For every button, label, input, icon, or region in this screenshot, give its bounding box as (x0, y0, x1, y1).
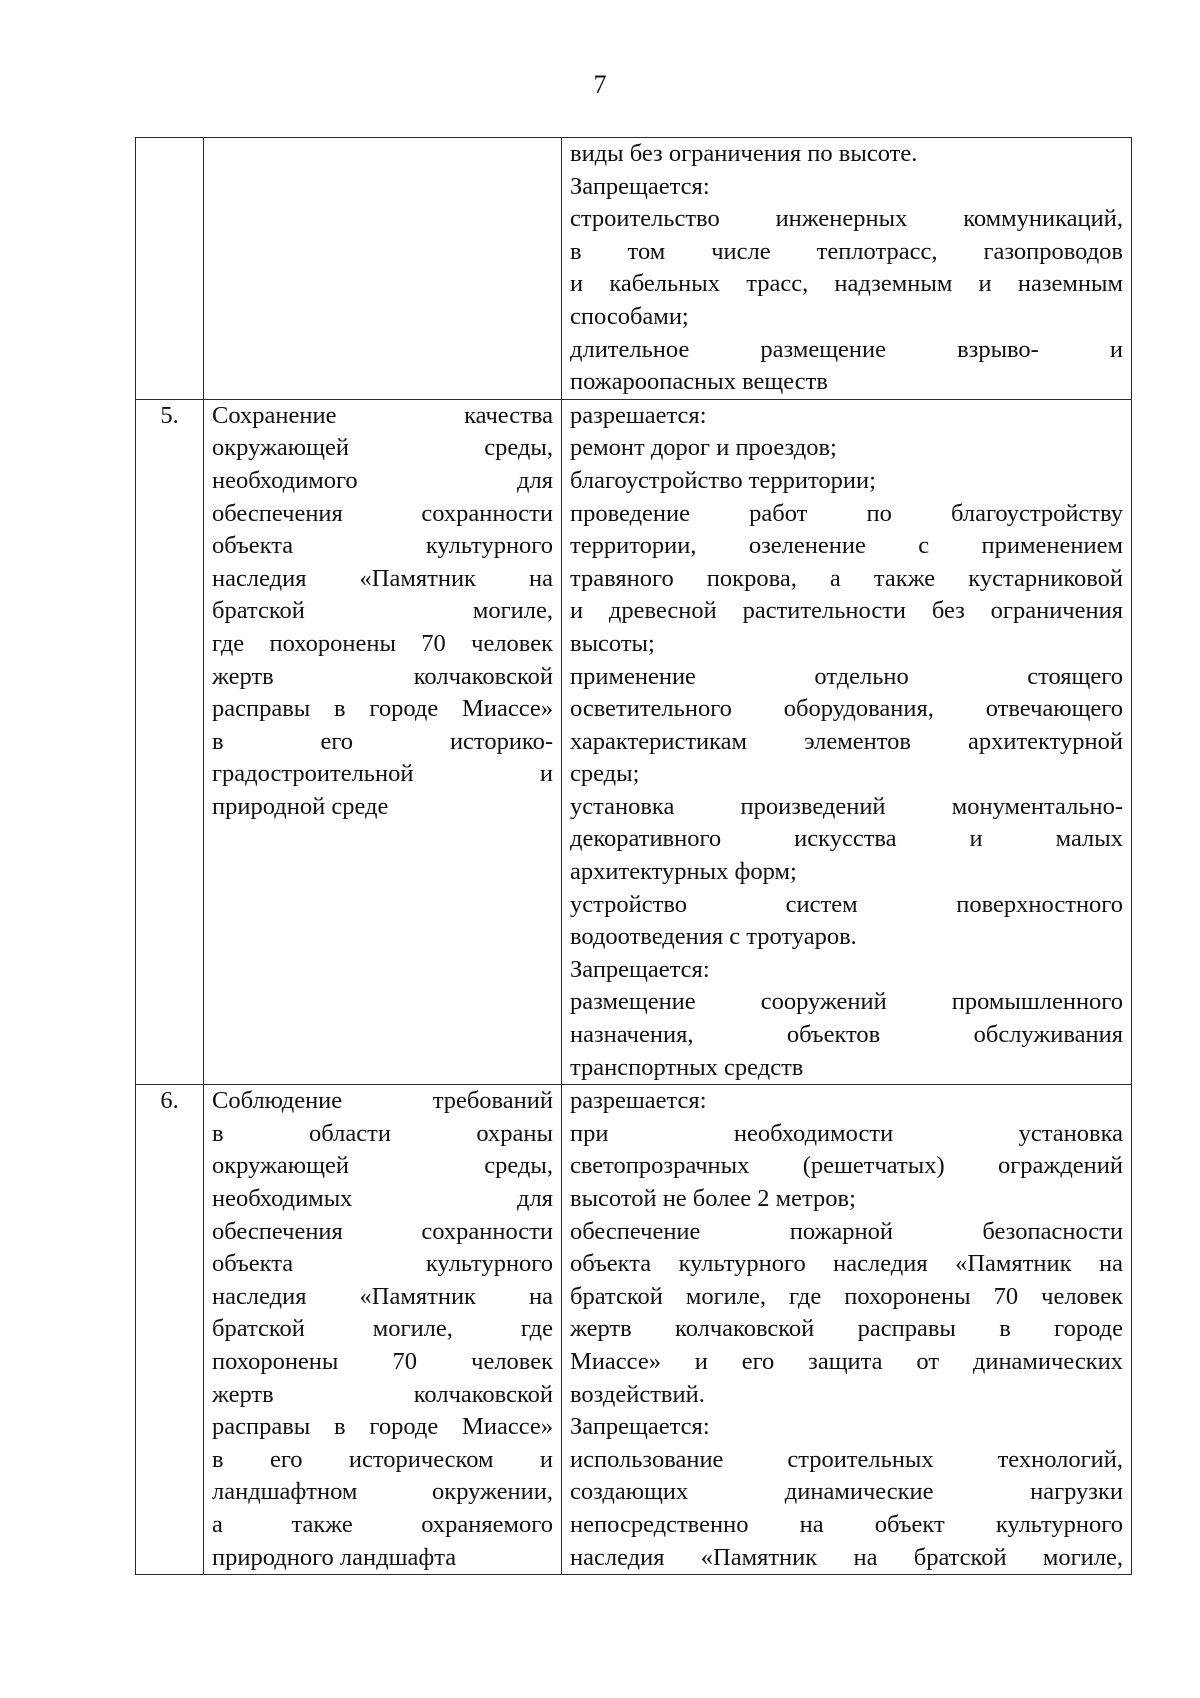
regulation-line: в том числе теплотрасс, газопроводов (570, 237, 1123, 265)
regulation-line: обеспечение пожарной безопасности (570, 1217, 1123, 1245)
regulation-line: декоративного искусства и малых (570, 825, 1123, 853)
requirement-cell (204, 1085, 562, 1575)
regulation-line: длительное размещение взрыво- и (570, 335, 1123, 363)
regulation-line: высотой не более 2 метров; (570, 1185, 856, 1212)
regulation-line: непосредственно на объект культурного (570, 1510, 1123, 1538)
regulation-line: осветительного оборудования, отвечающего (570, 695, 1123, 723)
regulation-line: Запрещается: (570, 1413, 710, 1441)
regulation-line: разрешается: (570, 1087, 707, 1115)
regulation-line: размещение сооружений промышленного (570, 988, 1123, 1016)
requirement-line: объекта культурного (212, 532, 553, 560)
regulation-line: среды; (570, 760, 640, 788)
row-number-cell (136, 399, 204, 1084)
requirement-cell (204, 138, 562, 400)
requirement-line: похоронены 70 человек (212, 1347, 553, 1375)
requirement-line: братской могиле, где (212, 1315, 553, 1343)
requirement-line: необходимых для (212, 1185, 553, 1212)
regulation-line: и древесной растительности без ограничения (570, 597, 1123, 625)
requirement-cell (204, 399, 562, 1084)
regulation-line: виды без ограничения по высоте. (570, 140, 918, 167)
regulation-line: Запрещается: (570, 955, 710, 983)
regulation-line: благоустройство территории; (570, 466, 876, 494)
regulation-line: разрешается: (570, 401, 707, 429)
regulation-line: жертв колчаковской расправы в городе (570, 1315, 1123, 1343)
requirement-line: необходимого для (212, 466, 553, 494)
regulation-line: Миассе» и его защита от динамических (570, 1347, 1123, 1375)
regulation-line: наследия «Памятник на братской могиле, (570, 1543, 1123, 1571)
regulation-line: светопрозрачных (решетчатых) ограждений (570, 1152, 1123, 1180)
requirement-line: ландшафтном окружении, (212, 1478, 553, 1506)
requirement-line: окружающей среды, (212, 434, 553, 462)
regulation-line: травяного покрова, а также кустарниковой (570, 564, 1123, 592)
regulation-line: Запрещается: (570, 172, 710, 200)
regulation-line: при необходимости установка (570, 1119, 1123, 1147)
table-row (136, 1085, 1132, 1575)
requirement-line: природной среде (212, 792, 389, 820)
regulation-cell (562, 399, 1132, 1084)
requirement-line: окружающей среды, (212, 1152, 553, 1180)
regulation-line: ремонт дорог и проездов; (570, 434, 837, 462)
requirement-line: расправы в городе Миассе» (212, 1413, 553, 1441)
regulation-line: воздействий. (570, 1380, 705, 1408)
regulations-table (135, 137, 1132, 1575)
regulation-line: назначения, объектов обслуживания (570, 1021, 1123, 1049)
requirement-line: братской могиле, (212, 597, 553, 625)
requirement-line: расправы в городе Миассе» (212, 695, 553, 723)
regulation-line: характеристикам элементов архитектурной (570, 727, 1123, 755)
requirement-line: градостроительной и (212, 760, 553, 788)
regulation-line: проведение работ по благоустройству (570, 499, 1123, 527)
table-row (136, 138, 1132, 400)
regulation-line: пожароопасных веществ (570, 368, 828, 396)
requirement-line: Сохранение качества (212, 401, 553, 429)
regulation-line: территории, озеленение с применением (570, 532, 1123, 560)
regulation-line: братской могиле, где похоронены 70 человек (570, 1282, 1123, 1310)
row-number-cell (136, 138, 204, 400)
requirement-line: объекта культурного (212, 1250, 553, 1278)
requirement-line: Соблюдение требований (212, 1087, 553, 1115)
regulation-line: создающих динамические нагрузки (570, 1478, 1123, 1506)
regulation-line: высоты; (570, 629, 655, 657)
row-number-cell (136, 1085, 204, 1575)
regulation-line: установка произведений монументально- (570, 792, 1123, 820)
requirement-line: в его историко- (212, 727, 553, 755)
regulation-cell (562, 138, 1132, 400)
regulation-line: способами; (570, 302, 689, 330)
requirement-line: обеспечения сохранности (212, 499, 553, 527)
page-number: 7 (593, 70, 607, 99)
requirement-line: обеспечения сохранности (212, 1217, 553, 1245)
regulation-line: водоотведения с тротуаров. (570, 923, 857, 951)
requirement-line: природного ландшафта (212, 1543, 457, 1571)
table-row (136, 399, 1132, 1084)
regulation-line: и кабельных трасс, надземным и наземным (570, 270, 1123, 298)
requirement-line: жертв колчаковской (212, 662, 553, 690)
row-number: 6. (160, 1087, 179, 1115)
regulation-line: транспортных средств (570, 1053, 804, 1081)
regulation-line: объекта культурного наследия «Памятник на (570, 1250, 1123, 1278)
requirement-line: наследия «Памятник на (212, 1282, 553, 1310)
requirement-line: в его историческом и (212, 1445, 553, 1473)
regulation-line: использование строительных технологий, (570, 1445, 1123, 1473)
regulation-line: применение отдельно стоящего (570, 662, 1123, 690)
requirement-line: в области охраны (212, 1119, 553, 1147)
regulation-line: устройство систем поверхностного (570, 890, 1123, 918)
requirement-line: где похоронены 70 человек (212, 629, 553, 657)
regulation-line: архитектурных форм; (570, 858, 797, 886)
regulation-line: строительство инженерных коммуникаций, (570, 205, 1123, 233)
regulation-cell (562, 1085, 1132, 1575)
requirement-line: наследия «Памятник на (212, 564, 553, 592)
requirement-line: жертв колчаковской (212, 1380, 553, 1408)
row-number: 5. (160, 401, 179, 429)
requirement-line: а также охраняемого (212, 1510, 553, 1538)
